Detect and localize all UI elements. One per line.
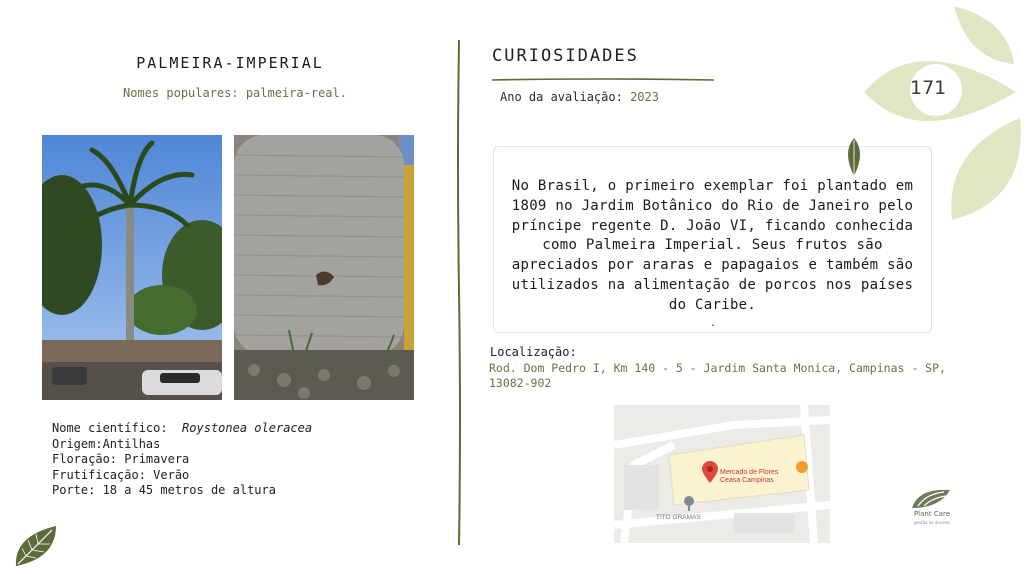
plant-facts [52, 421, 312, 499]
fruiting: Frutificação: Verão [52, 467, 190, 482]
record-number: 171 [910, 77, 947, 99]
palm-tree-photo [42, 135, 222, 400]
year-label: Ano da avaliação: [500, 90, 623, 104]
location-label: Localização: [490, 345, 577, 359]
evaluation-year [500, 90, 659, 104]
column-divider [454, 40, 464, 545]
map-place-line1: Mercado de Flores [720, 469, 779, 476]
logo-name: Plant Care [913, 510, 951, 518]
trunk-photo [234, 135, 414, 400]
popular-names: Nomes populares: palmeira-real. [123, 86, 347, 100]
trailing-dot: . [710, 318, 717, 329]
map-place-line2: Ceasa Campinas [720, 477, 774, 484]
scientific-name-label: Nome científico: [52, 421, 168, 435]
plant-title: PALMEIRA-IMPERIAL [136, 54, 324, 72]
scientific-name-row [52, 421, 312, 437]
heading-underline [492, 68, 714, 74]
food-marker-icon [796, 461, 808, 473]
map-nearby-label: TITO GRAMAS [656, 514, 701, 521]
scientific-name: Roystonea oleracea [182, 421, 313, 435]
origin: Origem:Antilhas [52, 436, 161, 451]
leaf-icon [12, 522, 60, 574]
curiosities-heading: CURIOSIDADES [492, 46, 639, 66]
location-address: Rod. Dom Pedro I, Km 140 - 5 - Jardim Santa Monica, Campinas - SP, 13082-902 [489, 361, 946, 390]
logo-tagline: gestão de árvores [913, 520, 951, 525]
curiosity-text: No Brasil, o primeiro exemplar foi plantado em 1809 no Jardim Botânico do Rio de Janeiro pelo príncipe regente D. João VI, ficando conhecida como Palmeira Imperial. Seus frutos são apreciados por araras e papagaios e também são utilizados na alimentação de porcos nos países do Caribe. [511, 178, 914, 313]
flowering: Floração: Primavera [52, 452, 190, 466]
size: Porte: 18 a 45 metros de altura [52, 483, 276, 497]
decorative-leaves-icon [858, 0, 1024, 229]
location-map[interactable] [614, 405, 830, 543]
year-value: 2023 [630, 90, 659, 104]
